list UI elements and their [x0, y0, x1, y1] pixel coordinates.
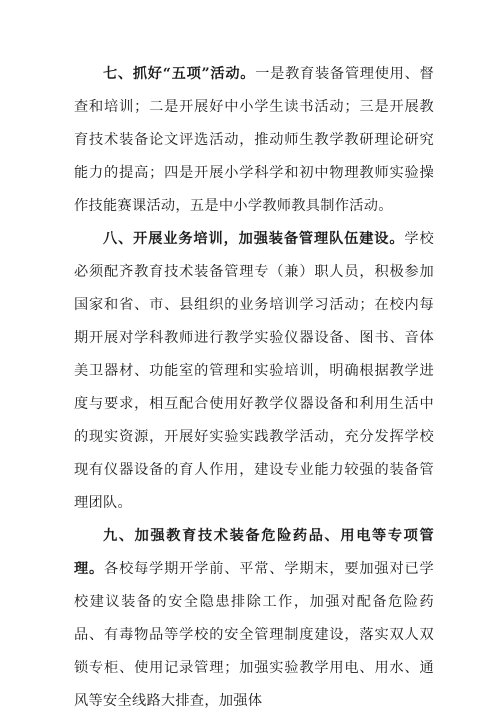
paragraph-nine-body: 各校每学期开学前、平常、学期末，要加强对已学校建议装备的安全隐患排除工作，加强对配备危险药品、有毒物品等学校的安全管理制度建设，落实双人双锁专柜、使用记录管理；加强实验教学用电、用水、通风等安全线路大排查，加强体	[74, 561, 434, 709]
paragraph-eight-body: 学校必须配齐教育技术装备管理专（兼）职人员，积极参加国家和省、市、县组织的业务培训学习活动；在校内每期开展对学科教师进行教学实验仪器设备、图书、音体美卫器材、功能室的管理和实验培训，明确根据教学进度与要求，相互配合使用好教学仪器设备和利用生活中的现实资源，开展好实验实践教学活动，充分发挥学校现有仪器设备的育人作用，建设专业能力较强的装备管理团队。	[74, 231, 434, 511]
paragraph-nine	[74, 520, 434, 718]
paragraph-nine-heading: 九、加强教育技术装备危险药品、用电等专项管理。	[74, 528, 434, 577]
paragraph-eight	[74, 223, 434, 520]
paragraph-eight-heading: 八、开展业务培训，加强装备管理队伍建设。	[103, 231, 405, 247]
paragraph-seven-heading: 七、抓好“五项”活动。	[103, 66, 256, 82]
paragraph-seven-body: 一是教育装备管理使用、督查和培训；二是开展好中小学生读书活动；三是开展教育技术装备论文评选活动，推动师生教学教研理论研究能力的提高；四是开展小学科学和初中物理教师实验操作技能赛课活动，五是中小学教师教具制作活动。	[74, 66, 434, 214]
paragraph-seven	[74, 58, 434, 223]
document-body	[74, 58, 434, 718]
